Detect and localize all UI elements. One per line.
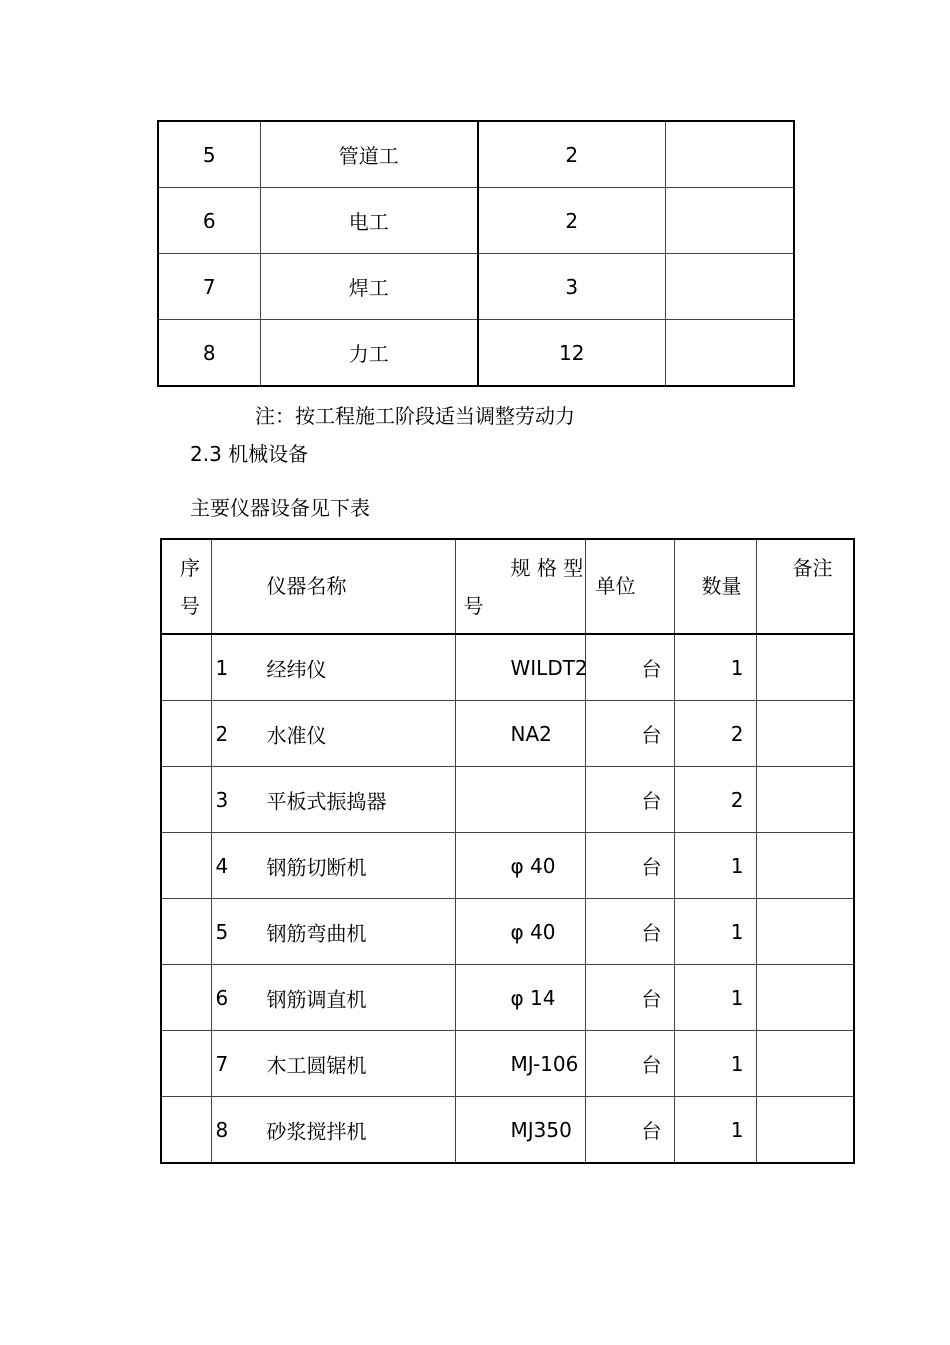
equipment-name-cell [211, 767, 455, 833]
equipment-name-cell [211, 701, 455, 767]
equipment-row [161, 899, 854, 965]
header-unit [585, 539, 674, 634]
equipment-no: 3 [215, 787, 229, 812]
labor-no: 7 [158, 254, 260, 320]
labor-note-cell [665, 254, 794, 320]
labor-type: 电工 [260, 188, 478, 254]
equipment-qty: 1 [674, 965, 756, 1031]
equipment-seq-cell [161, 899, 211, 965]
equipment-row [161, 1031, 854, 1097]
equipment-unit: 台 [585, 1031, 674, 1097]
header-seq [161, 539, 211, 634]
header-spec-top: 规 格 型 [510, 556, 584, 580]
equipment-row [161, 1097, 854, 1164]
labor-count: 12 [478, 320, 665, 387]
equipment-seq-cell [161, 1097, 211, 1164]
header-unit-label: 单位 [595, 574, 636, 598]
equipment-qty: 1 [674, 1031, 756, 1097]
equipment-spec: φ 40 [455, 833, 585, 899]
labor-row [158, 254, 794, 320]
equipment-name: 平板式振捣器 [266, 789, 387, 813]
labor-note-cell [665, 188, 794, 254]
equipment-row [161, 701, 854, 767]
section-heading: 2.3 机械设备 [190, 442, 309, 466]
header-seq-top: 序 [180, 556, 200, 580]
equipment-name: 钢筋切断机 [266, 855, 367, 879]
header-name-label: 仪器名称 [266, 574, 347, 598]
equipment-row [161, 833, 854, 899]
equipment-qty: 1 [674, 899, 756, 965]
equipment-remark [756, 1097, 854, 1164]
equipment-name: 砂浆搅拌机 [266, 1119, 367, 1143]
equipment-remark [756, 701, 854, 767]
header-name [211, 539, 455, 634]
equipment-spec: MJ-106 [455, 1031, 585, 1097]
labor-count: 3 [478, 254, 665, 320]
header-qty-label: 数量 [701, 574, 742, 598]
equipment-unit: 台 [585, 899, 674, 965]
equipment-name-cell [211, 1031, 455, 1097]
equipment-name: 钢筋调直机 [266, 987, 367, 1011]
header-remark [756, 539, 854, 634]
equipment-seq-cell [161, 767, 211, 833]
equipment-unit: 台 [585, 833, 674, 899]
equipment-spec: φ 40 [455, 899, 585, 965]
equipment-no: 1 [215, 655, 229, 680]
equipment-qty: 2 [674, 767, 756, 833]
labor-count: 2 [478, 188, 665, 254]
equipment-unit: 台 [585, 965, 674, 1031]
equipment-spec [455, 767, 585, 833]
equipment-name: 木工圆锯机 [266, 1053, 367, 1077]
equipment-no: 5 [215, 919, 229, 944]
equipment-name-cell [211, 1097, 455, 1164]
equipment-row [161, 767, 854, 833]
labor-table [157, 120, 795, 387]
equipment-seq-cell [161, 833, 211, 899]
labor-type: 力工 [260, 320, 478, 387]
equipment-seq-cell [161, 634, 211, 701]
equipment-qty: 2 [674, 701, 756, 767]
equipment-name-cell [211, 634, 455, 701]
equipment-unit: 台 [585, 767, 674, 833]
equipment-remark [756, 899, 854, 965]
equipment-no: 7 [215, 1051, 229, 1076]
header-qty [674, 539, 756, 634]
equipment-spec: φ 14 [455, 965, 585, 1031]
equipment-name: 钢筋弯曲机 [266, 921, 367, 945]
labor-no: 6 [158, 188, 260, 254]
labor-type: 焊工 [260, 254, 478, 320]
equipment-table [160, 538, 855, 1164]
labor-no: 8 [158, 320, 260, 387]
equipment-no: 8 [215, 1117, 229, 1142]
labor-note: 注：按工程施工阶段适当调整劳动力 [255, 404, 575, 428]
header-spec-bottom: 号 [463, 594, 484, 618]
equipment-qty: 1 [674, 634, 756, 701]
equipment-remark [756, 965, 854, 1031]
equipment-remark [756, 634, 854, 701]
labor-no: 5 [158, 121, 260, 188]
equipment-seq-cell [161, 1031, 211, 1097]
equipment-spec: MJ350 [455, 1097, 585, 1164]
equipment-name: 经纬仪 [266, 657, 327, 681]
equipment-row [161, 634, 854, 701]
equipment-row [161, 965, 854, 1031]
intro-text: 主要仪器设备见下表 [190, 496, 370, 520]
labor-count: 2 [478, 121, 665, 188]
equipment-spec: WILDT2 [455, 634, 585, 701]
labor-row [158, 188, 794, 254]
header-spec [455, 539, 585, 634]
equipment-no: 2 [215, 721, 229, 746]
equipment-name-cell [211, 965, 455, 1031]
equipment-header-row [161, 539, 854, 634]
equipment-remark [756, 1031, 854, 1097]
equipment-remark [756, 767, 854, 833]
equipment-remark [756, 833, 854, 899]
header-seq-bottom: 号 [180, 594, 200, 618]
equipment-qty: 1 [674, 833, 756, 899]
equipment-unit: 台 [585, 634, 674, 701]
equipment-unit: 台 [585, 701, 674, 767]
equipment-spec: NA2 [455, 701, 585, 767]
equipment-no: 4 [215, 853, 229, 878]
labor-row [158, 320, 794, 387]
equipment-name-cell [211, 833, 455, 899]
equipment-no: 6 [215, 985, 229, 1010]
equipment-unit: 台 [585, 1097, 674, 1164]
equipment-qty: 1 [674, 1097, 756, 1164]
labor-row [158, 121, 794, 188]
equipment-seq-cell [161, 701, 211, 767]
equipment-seq-cell [161, 965, 211, 1031]
labor-type: 管道工 [260, 121, 478, 188]
equipment-name: 水准仪 [266, 723, 327, 747]
labor-note-cell [665, 320, 794, 387]
header-remark-label: 备注 [792, 556, 833, 580]
labor-note-cell [665, 121, 794, 188]
equipment-name-cell [211, 899, 455, 965]
